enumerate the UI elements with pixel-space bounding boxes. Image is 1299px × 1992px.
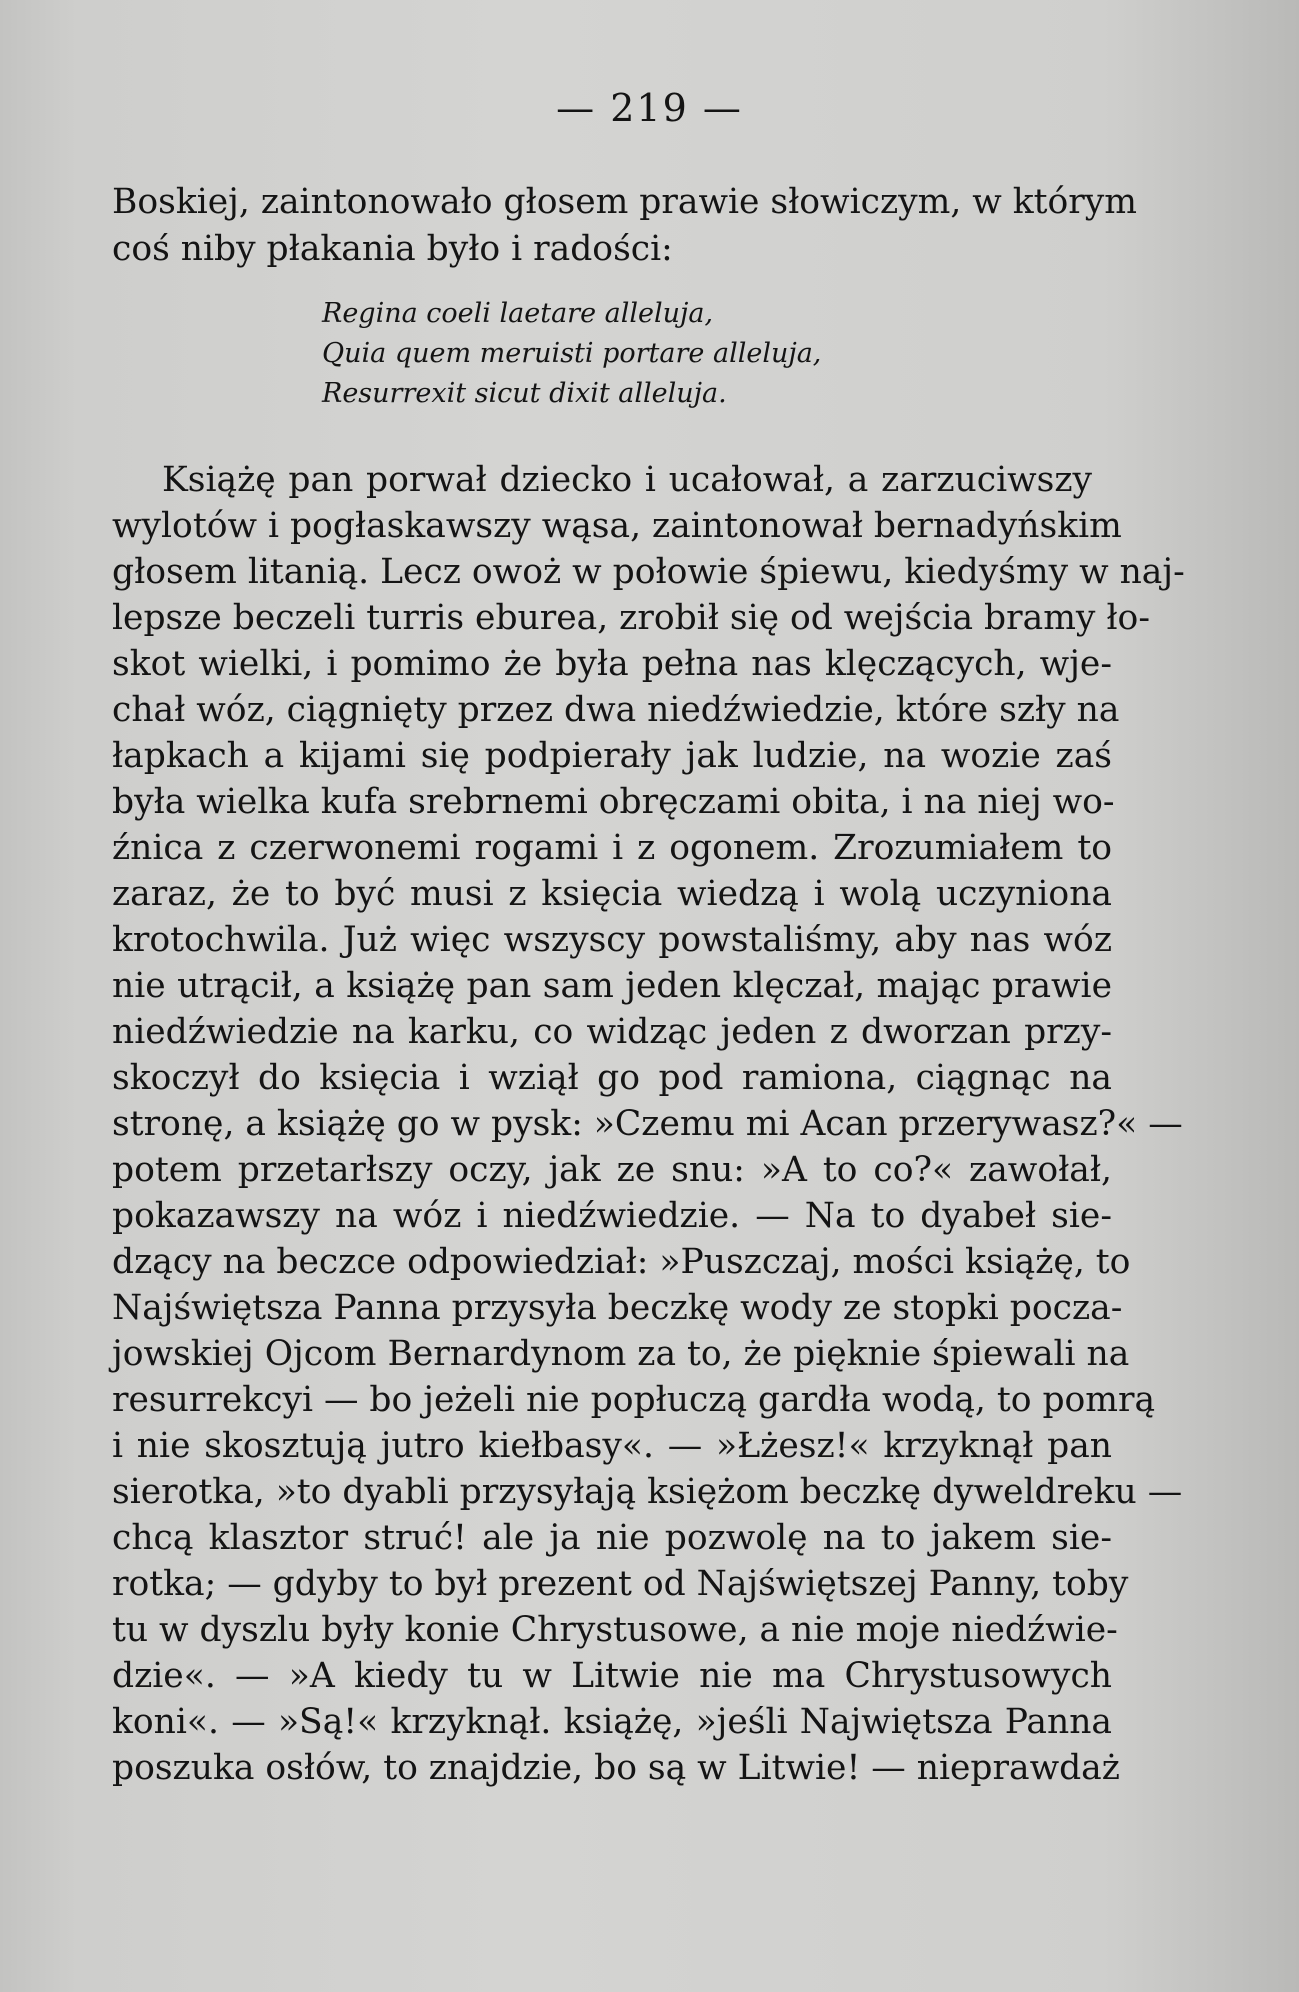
text-line: krotochwila. Już więc wszyscy powstaliśmy, aby nas wóz <box>112 920 1112 960</box>
text-line: łapkach a kijami się podpierały jak ludzie, na wozie zaś <box>112 736 1112 776</box>
text-line: poszuka osłów, to znajdzie, bo są w Litwie! — nieprawdaż <box>112 1748 1120 1788</box>
text-line: niedźwiedzie na karku, co widząc jeden z dworzan przy- <box>112 1012 1112 1052</box>
verse-line: Regina coeli laetare alleluja, <box>322 298 714 329</box>
text-line: skot wielki, i pomimo że była pełna nas klęczących, wje- <box>112 644 1112 684</box>
text-line: pokazawszy na wóz i niedźwiedzie. — Na to dyabeł sie- <box>112 1196 1112 1236</box>
text-line: tu w dyszlu były konie Chrystusowe, a nie moje niedźwie- <box>112 1610 1118 1650</box>
text-line: jowskiej Ojcom Bernardynom za to, że pięknie śpiewali na <box>112 1334 1130 1374</box>
text-line: koni«. — »Są!« krzyknął. książę, »jeśli Najwiętsza Panna <box>112 1702 1112 1742</box>
text-line: skoczył do księcia i wziął go pod ramiona, ciągnąc na <box>112 1058 1112 1098</box>
text-line: źnica z czerwonemi rogami i z ogonem. Zrozumiałem to <box>112 828 1112 868</box>
text-line: dzie«. — »A kiedy tu w Litwie nie ma Chrystusowych <box>112 1656 1112 1696</box>
page-number: — 219 — <box>556 86 743 130</box>
text-line: dzący na beczce odpowiedział: »Puszczaj, mości książę, to <box>112 1242 1131 1282</box>
text-line: nie utrącił, a książę pan sam jeden klęczał, mając prawie <box>112 966 1112 1006</box>
text-line: głosem litanią. Lecz owoż w połowie śpiewu, kiedyśmy w naj- <box>112 552 1185 592</box>
text-line: chcą klasztor struć! ale ja nie pozwolę na to jakem sie- <box>112 1518 1112 1558</box>
text-line: sierotka, »to dyabli przysyłają księżom beczkę dyweldreku — <box>112 1472 1183 1512</box>
text-line: wylotów i pogłaskawszy wąsa, zaintonował bernadyńskim <box>112 506 1122 546</box>
text-line: stronę, a książę go w pysk: »Czemu mi Acan przerywasz?« — <box>112 1104 1183 1144</box>
verse-line: Resurrexit sicut dixit alleluja. <box>322 378 727 409</box>
text-line: coś niby płakania było i radości: <box>112 229 673 269</box>
text-line: rotka; — gdyby to był prezent od Najświętszej Panny, toby <box>112 1564 1129 1604</box>
text-line: lepsze beczeli turris eburea, zrobił się od wejścia bramy ło- <box>112 598 1150 638</box>
text-line: potem przetarłszy oczy, jak ze snu: »A to co?« zawołał, <box>112 1150 1112 1190</box>
text-line: Książę pan porwał dziecko i ucałował, a zarzuciwszy <box>162 460 1092 500</box>
text-line: resurrekcyi — bo jeżeli nie popłuczą gardła wodą, to pomrą <box>112 1380 1156 1420</box>
text-line: Najświętsza Panna przysyła beczkę wody ze stopki pocza- <box>112 1288 1123 1328</box>
verse-line: Quia quem meruisti portare alleluja, <box>322 338 822 369</box>
text-line: i nie skosztują jutro kiełbasy«. — »Łżesz!« krzyknął pan <box>112 1426 1112 1466</box>
text-line: zaraz, że to być musi z księcia wiedzą i wolą uczyniona <box>112 874 1112 914</box>
text-line: Boskiej, zaintonowało głosem prawie słowiczym, w którym <box>112 182 1137 222</box>
text-line: chał wóz, ciągnięty przez dwa niedźwiedzie, które szły na <box>112 690 1120 730</box>
text-line: była wielka kufa srebrnemi obręczami obita, i na niej wo- <box>112 782 1115 822</box>
